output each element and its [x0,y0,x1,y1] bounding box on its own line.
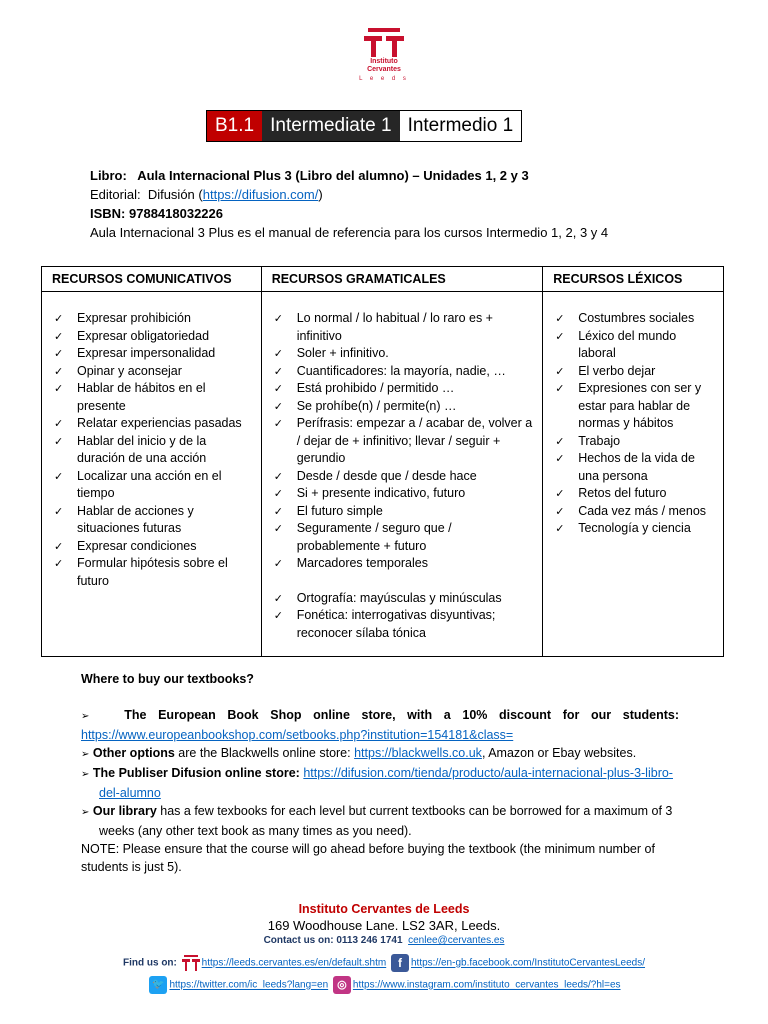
editorial-line [90,185,608,204]
lexicos-cell [543,292,724,657]
twitter-link[interactable]: https://twitter.com/ic_leeds?lang=en [169,979,329,991]
instagram-link[interactable]: https://www.instagram.com/instituto_cervantes_leeds/?hl=es [352,979,621,991]
arrow-bullet-icon: ➢ [81,807,90,818]
social-row-2 [0,976,768,994]
blackwells-link[interactable]: https://blackwells.co.uk [354,746,482,760]
list-item: ✓ Soler + infinitivo. [270,345,535,363]
buy-item-1-link-line [81,726,679,744]
list-item: ✓ Hablar de hábitos en el presente [50,380,253,415]
list-item: ✓ Expresar obligatoriedad [50,328,253,346]
header-gramaticales: RECURSOS GRAMATICALES [261,267,543,292]
list-item: ✓ Marcadores temporales [270,555,535,573]
list-item: ✓ Fonética: interrogativas disyuntivas; reconocer sílaba tónica [270,607,535,642]
list-item: ✓ Hechos de la vida de una persona [551,450,715,485]
logo-city: L e e d s [359,76,409,82]
buy-item-4-bold: Our library [92,804,157,818]
cervantes-emblem-icon [362,28,406,58]
difusion-link[interactable]: https://difusion.com/tienda/producto/aula-internacional-plus-3-libro-del-alumno [99,766,673,800]
european-bookshop-link[interactable]: https://www.europeanbookshop.com/setbooks.php?institution=154181&class= [81,728,514,742]
lexicos-list [551,310,715,538]
contact-label: Contact us on: 0113 246 1741 [263,935,403,946]
arrow-bullet-icon: ➢ [81,749,90,760]
list-item: ✓ Hablar del inicio y de la duración de una acción [50,433,253,468]
editorial-close: ) [318,187,323,202]
editorial-link[interactable]: https://difusion.com/ [202,187,319,202]
where-to-buy-section [81,670,679,876]
email-link[interactable]: cenlee@cervantes.es [408,935,505,946]
list-item: ✓ Cada vez más / menos [551,503,715,521]
list-item: ✓ El verbo dejar [551,363,715,381]
header-comunicativos: RECURSOS COMUNICATIVOS [42,267,262,292]
level-code: B1.1 [207,111,262,141]
level-english: Intermediate 1 [262,111,399,141]
comunicativos-cell [42,292,262,657]
list-item: ✓ Localizar una acción en el tiempo [50,468,253,503]
footer-institute-name: Instituto Cervantes de Leeds [298,902,470,916]
list-item: ✓ Tecnología y ciencia [551,520,715,538]
list-item: ✓ Ortografía: mayúsculas y minúsculas [270,590,535,608]
list-item: ✓ Retos del futuro [551,485,715,503]
list-item: ✓ Expresar impersonalidad [50,345,253,363]
isbn: ISBN: 9788418032226 [90,206,223,221]
footer [0,902,768,946]
buy-item-library [81,802,679,840]
buy-item-european-bookshop [81,706,679,726]
list-item: ✓ Expresar prohibición [50,310,253,328]
book-info [90,166,608,242]
list-item: ✓ El futuro simple [270,503,535,521]
list-item: ✓ Relatar experiencias pasadas [50,415,253,433]
twitter-icon[interactable]: 🐦 [149,976,167,994]
editorial-label: Editorial: [90,187,141,202]
purchase-note: NOTE: Please ensure that the course will go ahead before buying the textbook (the minimum number of students is just 5). [81,842,655,874]
libro-label: Libro: [90,168,127,183]
list-item: ✓ Léxico del mundo laboral [551,328,715,363]
list-item: ✓ Hablar de acciones y situaciones futuras [50,503,253,538]
buy-item-2-bold: Other options [92,746,175,760]
facebook-link[interactable]: https://en-gb.facebook.com/InstitutoCervantesLeeds/ [410,957,646,969]
footer-contact [0,935,768,946]
list-item: ✓ Cuantificadores: la mayoría, nadie, … [270,363,535,381]
list-item: ✓ Desde / desde que / desde hace [270,468,535,486]
gramaticales-list [270,310,535,642]
buy-item-blackwells [81,744,679,764]
level-banner [206,110,522,142]
buy-item-2-text: are the Blackwells online store: [174,746,355,760]
logo-line-1: Instituto [370,58,398,65]
list-item: ✓ Seguramente / seguro que / probablemente + futuro [270,520,535,555]
list-item: ✓ Se prohíbe(n) / permite(n) … [270,398,535,416]
header-lexicos: RECURSOS LÉXICOS [543,267,724,292]
buy-item-2-tail: , Amazon or Ebay websites. [481,746,637,760]
comunicativos-list [50,310,253,590]
list-item: ✓ Costumbres sociales [551,310,715,328]
list-item: ✓ Expresar condiciones [50,538,253,556]
instituto-cervantes-logo [354,28,414,82]
editorial-value: Difusión ( [147,187,203,202]
website-link[interactable]: https://leeds.cervantes.es/en/default.shtm [201,957,387,969]
where-to-buy-title: Where to buy our textbooks? [81,672,254,686]
arrow-bullet-icon: ➢ [81,711,90,722]
list-item: ✓ Si + presente indicativo, futuro [270,485,535,503]
cervantes-logo-icon [182,954,200,972]
buy-item-4-text: has a few texbooks for each level but current textbooks can be borrowed for a maximum of 3 weeks (any other text book as many times as you need). [99,804,673,838]
libro-value: Aula Internacional Plus 3 (Libro del alumno) – Unidades 1, 2 y 3 [137,168,529,183]
list-item: ✓ Expresiones con ser y estar para hablar de normas y hábitos [551,380,715,433]
list-item: ✓ Lo normal / lo habitual / lo raro es + infinitivo [270,310,535,345]
list-item: ✓ Está prohibido / permitido … [270,380,535,398]
social-row-1 [0,954,768,972]
book-line [90,166,608,185]
facebook-icon[interactable]: f [391,954,409,972]
list-item: ✓ Formular hipótesis sobre el futuro [50,555,253,590]
book-note: Aula Internacional 3 Plus es el manual de referencia para los cursos Intermedio 1, 2, 3 y 4 [90,225,609,240]
instagram-icon[interactable]: ◎ [333,976,351,994]
buy-item-3-bold: The Publiser Difusion online store: [92,766,300,780]
level-spanish: Intermedio 1 [400,111,522,141]
buy-item-1-text: The European Book Shop online store, with a 10% discount for our students: [124,708,679,722]
gramaticales-cell [261,292,543,657]
buy-item-difusion [81,764,679,802]
list-item: ✓ Opinar y aconsejar [50,363,253,381]
resources-table [41,266,724,657]
list-item: ✓ Perífrasis: empezar a / acabar de, volver a / dejar de + infinitivo; llevar / seguir + gerundio [270,415,535,468]
arrow-bullet-icon: ➢ [81,769,90,780]
find-us-label: Find us on: [122,957,177,969]
logo-line-2: Cervantes [367,66,401,73]
list-item: ✓ Trabajo [551,433,715,451]
footer-address: 169 Woodhouse Lane. LS2 3AR, Leeds. [267,918,501,933]
